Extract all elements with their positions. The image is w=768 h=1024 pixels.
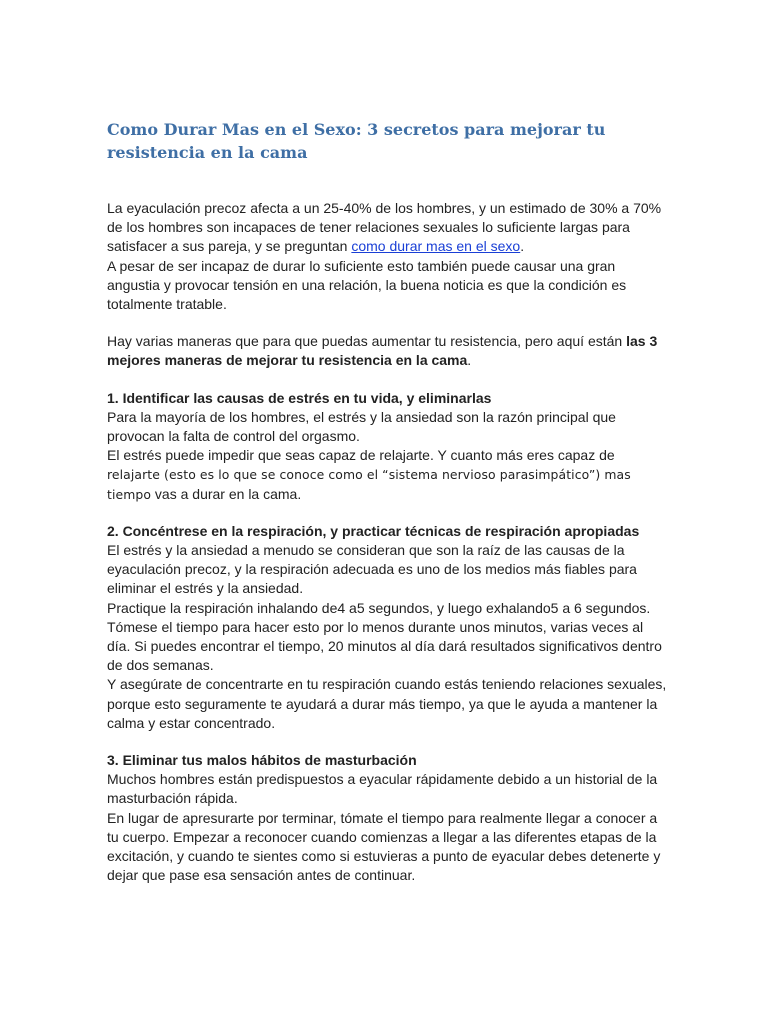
summary-highlight: las 3 mejores maneras de mejorar tu resistencia en la cama <box>107 333 658 369</box>
paragraph-gap <box>107 733 667 751</box>
summary-paragraph <box>107 332 667 370</box>
document-page <box>107 118 667 886</box>
section-text-end: vas a durar en la cama. <box>151 485 302 502</box>
section-paragraph: Para la mayoría de los hombres, el estrés y la ansiedad son la razón principal que provocan la falta de control del orgasmo. <box>107 408 616 445</box>
summary-text: Hay varias maneras que para que puedas aumentar tu resistencia, pero aquí están <box>107 333 627 350</box>
section-heading: 2. Concéntrese en la respiración, y practicar técnicas de respiración apropiadas <box>107 522 640 539</box>
summary-text-end: . <box>467 352 472 369</box>
section-paragraph: Muchos hombres están predispuestos a eyacular rápidamente debido a un historial de la masturbación rápida. <box>107 771 658 807</box>
section-heading: 3. Eliminar tus malos hábitos de masturbación <box>107 752 417 769</box>
document-title: Como Durar Mas en el Sexo: 3 secretos para mejorar tu resistencia en la cama <box>107 120 606 162</box>
section-text-alt-font: relajarte (esto es lo que se conoce como el “sistema nervioso parasimpático”) mas tiempo <box>107 467 631 502</box>
intro-text-end: . <box>520 238 525 255</box>
section-3 <box>107 751 667 885</box>
section-paragraph: Y asegúrate de concentrarte en tu respiración cuando estás teniendo relaciones sexuales, porque esto seguramente te ayudará a durar más tiempo, ya que le ayuda a mantener la calma y estar concentrado. <box>107 676 667 731</box>
section-2 <box>107 522 667 733</box>
section-paragraph: El estrés y la ansiedad a menudo se consideran que son la raíz de las causas de la eyaculación precoz, y la respiración adecuada es uno de los medios más fiables para eliminar el estrés y la ansiedad. <box>107 542 637 597</box>
intro-paragraph-1 <box>107 199 667 257</box>
intro-paragraph-2: A pesar de ser incapaz de durar lo suficiente esto también puede causar una gran angustia y provocar tensión en una relación, la buena noticia es que la condición es totalmente tratable. <box>107 257 627 313</box>
section-paragraph: En lugar de apresurarte por terminar, tómate el tiempo para realmente llegar a conocer a tu cuerpo. Empezar a reconocer cuando comienzas a llegar a las diferentes etapas de la excitación, y cuando te sientes como si estuvieras a punto de eyacular debes detenerte y dejar que pase esa sensación antes de continuar. <box>107 809 661 884</box>
article-link[interactable]: como durar mas en el sexo <box>351 238 521 255</box>
section-paragraph <box>107 446 667 504</box>
section-1 <box>107 389 667 504</box>
intro-section <box>107 199 667 886</box>
paragraph-gap <box>107 371 667 389</box>
section-paragraph: Practique la respiración inhalando de4 a5 segundos, y luego exhalando5 a 6 segundos. Tómese el tiempo para hacer esto por lo menos durante unos minutos, varias veces al día. Si puedes encontrar el tiempo, 20 minutos al día dará resultados significativos dentro de dos semanas. <box>107 599 662 674</box>
section-text: El estrés puede impedir que seas capaz de relajarte. Y cuanto más eres capaz de <box>107 447 615 464</box>
section-heading: 1. Identificar las causas de estrés en tu vida, y eliminarlas <box>107 389 492 406</box>
paragraph-gap <box>107 504 667 522</box>
paragraph-gap <box>107 314 667 332</box>
intro-text: La eyaculación precoz afecta a un 25-40% de los hombres, y un estimado de 30% a 70% de los hombres son incapaces de tener relaciones sexuales lo suficiente largas para satisfacer a sus pareja, y se preguntan <box>107 200 662 255</box>
